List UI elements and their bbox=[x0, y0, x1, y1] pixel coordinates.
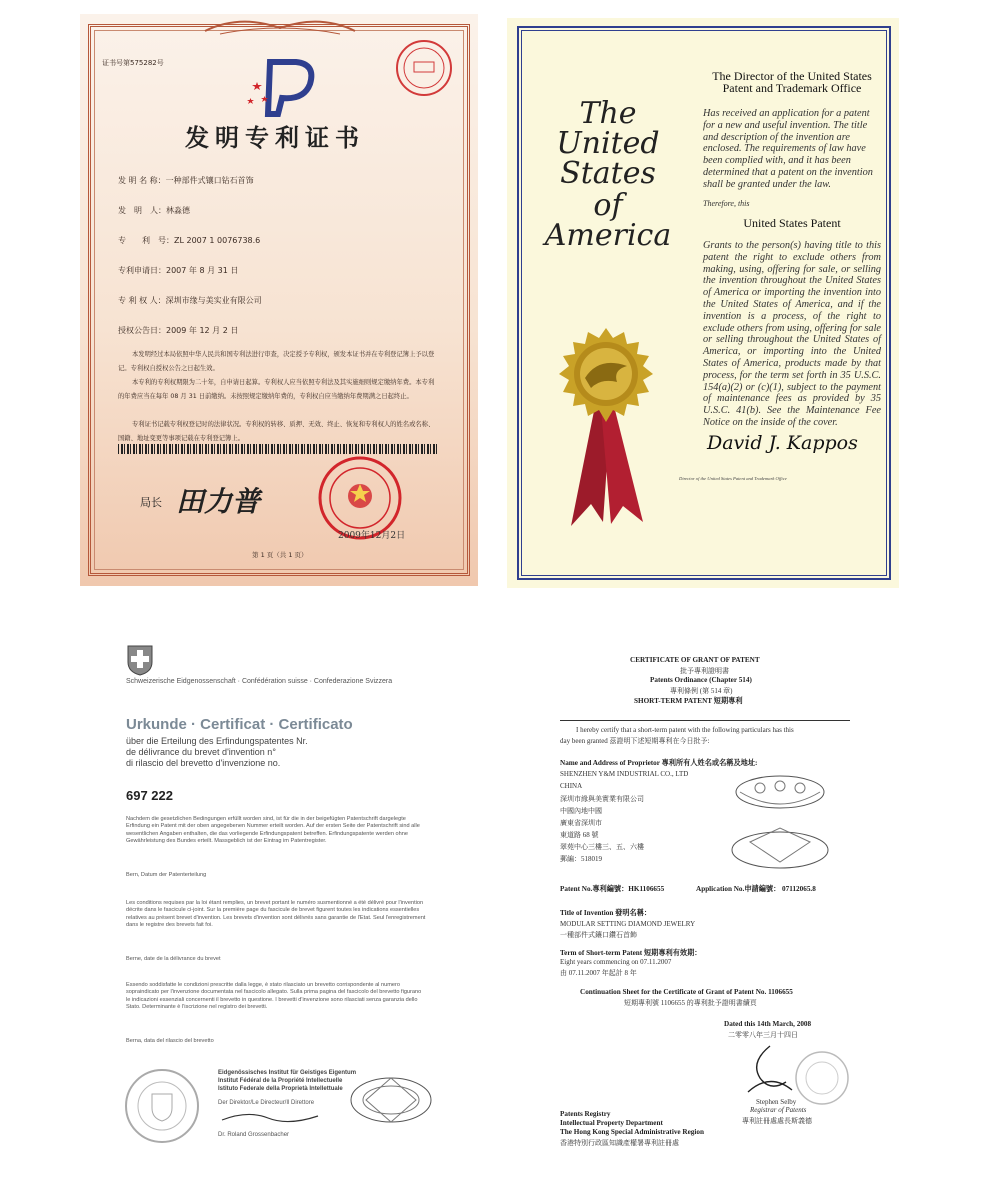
place-fr: Berne, date de la délivrance du brevet bbox=[126, 956, 221, 962]
header-line-1: The Director of the United States bbox=[712, 69, 872, 83]
term-label: Term of Short-term Patent 短期專利有效期： bbox=[560, 949, 702, 957]
invention-name: 发 明 名 称：一种部件式镶口钻石首饰 bbox=[118, 176, 254, 185]
us-patent-certificate bbox=[507, 18, 899, 588]
jewelry-drawing bbox=[346, 1070, 436, 1136]
body-paragraph-1: 本发明经过本局依照中华人民共和国专利法进行审查，决定授予专利权，颁发本证书并在专利登记簿上予以登记。专利权自授权公告之日起生效。 bbox=[118, 351, 435, 372]
hk-head-2: 批予專利證明書 bbox=[680, 667, 729, 675]
certificate-serial: 证书号第575282号 bbox=[102, 59, 164, 67]
institute-it: Istituto Federale della Proprietà Intellettuale bbox=[218, 1086, 343, 1092]
director-signature: David J. Kappos bbox=[707, 432, 858, 454]
hongkong-patent-certificate bbox=[552, 648, 862, 1158]
institute-fr: Institut Fédéral de la Propriété Intellectuelle bbox=[218, 1078, 343, 1084]
inventor: 发 明 人：林淼德 bbox=[118, 206, 190, 215]
continuation-zh: 短期專利號 1106655 的專利批予證明書續頁 bbox=[624, 999, 757, 1007]
filing-date: 专利申请日：2007 年 8 月 31 日 bbox=[118, 266, 239, 275]
grant-text: Grants to the person(s) having title to this patent the right to exclude others from making, using, offering for sale, or selling the invention throughout the United States of America or importing the invention into the United States of America, and if the invention is a process, of the right to exclude others from using, offering for sale or selling throughout the United States of America, or importing into the United States of America, products made by that process, for the term set forth in 35 U.S.C. 154(a)(2) or (c)(1), subject to the payment of maintenance fees as provided by 35 U.S.C. 41(b). See the Maintenance Fee Notice on the inside of the cover. bbox=[703, 240, 881, 428]
text-it: Essendo soddisfatte le condizioni prescritte dalla legge, è stato rilasciato un brevetto corrispondente al numero sopraindicato per l'invenzione documentata nel fascicolo allegato. Sulla prima pagina del fascicolo del brevetto figurano le indicazioni essenziali concernenti il brevetto in questione. I brevetti d'invenzione sono rilasciati senza garanzia dello Stato. Determinante è l'iscrizione nel registro dei brevetti. bbox=[126, 982, 422, 1011]
seal-date: 2009年12月2日 bbox=[338, 531, 406, 541]
registry-line-1: Patents Registry bbox=[560, 1110, 611, 1118]
registrar-title-zh: 專利註冊處處長斯義德 bbox=[742, 1117, 812, 1125]
application-number: Application No.申請編號： 07112065.8 bbox=[696, 885, 816, 893]
script-line-the: The bbox=[579, 96, 637, 131]
patent-number: Patent No.專利編號：HK1106655 bbox=[560, 885, 665, 893]
patent-number: 专 利 号：ZL 2007 1 0076738.6 bbox=[118, 236, 261, 245]
registry-line-3: The Hong Kong Special Administrative Region bbox=[560, 1128, 704, 1136]
text-fr: Les conditions requises par la loi étant remplies, un brevet portant le numéro susmentionné a été délivré pour l'invention décrite dans le fascicule ci-joint. Sur la première page du fascicule de brevet figurent toutes les indications essentielles relatives au présent brevet d'invention. Les brevets d'invention sont délivrés sans garantie de l'Etat. Seul l'enregistrement dans le registre des brevets fait foi. bbox=[126, 900, 426, 929]
director-header bbox=[703, 70, 881, 94]
subtitle-fr: de délivrance du brevet d'invention n° bbox=[126, 747, 276, 757]
dated-zh: 二零零八年三月十四日 bbox=[728, 1031, 798, 1039]
swiss-patent-certificate bbox=[106, 630, 486, 1160]
registry-line-4: 香港特別行政區知識產權署專利註冊處 bbox=[560, 1139, 679, 1147]
header-line-2: Patent and Trademark Office bbox=[722, 81, 862, 95]
certify-line-1: I hereby certify that a short-term patent with the following particulars has this bbox=[576, 726, 794, 734]
grant-date: 授权公告日：2009 年 12 月 2 日 bbox=[118, 326, 239, 335]
address-line-2: CHINA bbox=[560, 782, 583, 790]
invention-title-en: MODULAR SETTING DIAMOND JEWELRY bbox=[560, 920, 696, 928]
title-label: Title of Invention 發明名稱： bbox=[560, 909, 652, 917]
chinese-patent-certificate bbox=[80, 14, 478, 586]
therefore-text: Therefore, this bbox=[703, 199, 750, 208]
address-line-8: 郵編：518019 bbox=[560, 855, 602, 863]
institute-de: Eidgenössisches Institut für Geistiges Eigentum bbox=[218, 1070, 357, 1076]
ornament-top bbox=[200, 16, 360, 38]
address-line-6: 東道路 68 號 bbox=[560, 831, 599, 839]
script-line-of: of bbox=[593, 188, 623, 223]
page-indicator: 第 1 页（共 1 页） bbox=[252, 551, 308, 559]
body-paragraph-3: 专利证书记载专利权登记时的法律状况。专利权的转移、质押、无效、终止、恢复和专利权人的姓名或名称、国籍、地址变更等事项记载在专利登记簿上。 bbox=[118, 421, 435, 442]
director-label: 局长 bbox=[140, 496, 162, 509]
director-signature: 田力普 bbox=[176, 485, 261, 518]
barcode bbox=[118, 444, 438, 454]
director-label: Der Direktor/Le Directeur/Il Direttore bbox=[218, 1100, 315, 1106]
address-line-3: 深圳市緣與美實業有限公司 bbox=[560, 795, 644, 803]
hk-head-1: CERTIFICATE OF GRANT OF PATENT bbox=[630, 656, 760, 664]
hk-head-3: Patents Ordinance (Chapter 514) bbox=[650, 676, 752, 684]
subtitle-it: di rilascio del brevetto d'invenzione no. bbox=[126, 758, 281, 768]
director-name: Dr. Roland Grossenbacher bbox=[218, 1132, 290, 1138]
hk-head-5: SHORT-TERM PATENT 短期專利 bbox=[634, 697, 743, 705]
address-line-5: 廣東省深圳市 bbox=[560, 819, 602, 827]
gold-seal bbox=[551, 326, 661, 538]
certificate-title: Urkunde · Certificat · Certificato bbox=[126, 716, 353, 733]
certificate-title: 发明专利证书 bbox=[185, 123, 365, 152]
script-line-america: America bbox=[544, 218, 672, 253]
hk-head-4: 專利條例 (第 514 章) bbox=[670, 687, 733, 695]
proprietor-label: Name and Address of Proprietor 專利所有人姓名或名稱及地址: bbox=[560, 759, 758, 767]
address-line-7: 翠苑中心三樓三、五、六樓 bbox=[560, 843, 644, 851]
agency-stamp bbox=[394, 38, 454, 98]
term-line-2: 由 07.11.2007 年起計 8 年 bbox=[560, 969, 637, 977]
address-line-4: 中國內地中國 bbox=[560, 807, 602, 815]
signature-caption: Director of the United States Patent and Trademark Office bbox=[679, 476, 787, 481]
subtitle-de: über die Erteilung des Erfindungspatentes Nr. bbox=[126, 736, 308, 746]
script-line-united: United bbox=[556, 126, 660, 161]
registrar-title: Registrar of Patents bbox=[750, 1106, 807, 1114]
divider bbox=[560, 720, 850, 721]
registrar-signature-icon bbox=[740, 1042, 800, 1098]
patentee: 专 利 权 人：深圳市缘与美实业有限公司 bbox=[118, 296, 262, 305]
swiss-coat-of-arms-icon bbox=[126, 644, 154, 676]
intro-text: Has received an application for a patent for a new and useful invention. The title and description of the invention are enclosed. The requirements of law have been complied with, and it has been determined that a patent on the invention shall be granted under the law. bbox=[703, 108, 873, 190]
director-signature-icon bbox=[218, 1108, 328, 1128]
term-line-1: Eight years commencing on 07.11.2007 bbox=[560, 958, 672, 966]
invention-title-zh: 一種部件式鑲口鑽石首飾 bbox=[560, 931, 637, 939]
us-patent-title: United States Patent bbox=[743, 216, 841, 230]
hk-seal bbox=[792, 1048, 852, 1108]
confederation-line: Schweizerische Eidgenossenschaft · Confédération suisse · Confederazione Svizzera bbox=[126, 678, 393, 685]
certify-line-2: day been granted 茲證明下述短期專利在今日批予: bbox=[560, 737, 710, 745]
continuation-en: Continuation Sheet for the Certificate of Grant of Patent No. 1106655 bbox=[580, 988, 793, 996]
text-de: Nachdem die gesetzlichen Bedingungen erfüllt worden sind, ist für die in der beigefügten Patentschrift dargelegte Erfindung ein Patent mit der oben angegebenen Nummer erteilt worden. Auf der ersten Seite der Patentschrift sind alle wesentlichen Angaben enthalten, die das vorliegende Erfindungspatent betreffen. Erfindungspatente werden ohne Gewährleistung des Bundes erteilt. Massgeblich ist der Eintrag im Patentregister. bbox=[126, 816, 420, 845]
dated-en: Dated this 14th March, 2008 bbox=[724, 1020, 812, 1028]
registry-line-2: Intellectual Property Department bbox=[560, 1119, 663, 1127]
jewelry-drawing bbox=[720, 766, 844, 878]
place-it: Berna, data del rilascio del brevetto bbox=[126, 1038, 214, 1044]
body-paragraph-2: 本专利的专利权期限为二十年，自申请日起算。专利权人应当依照专利法及其实施细则规定缴纳年费。本专利的年费应当在每年 08 月 31 日前缴纳。未按照规定缴纳年费的，专利权自应当缴纳年费期满之日起终止。 bbox=[118, 379, 435, 400]
patent-number: 697 222 bbox=[126, 788, 173, 803]
script-line-states: States bbox=[560, 156, 656, 191]
address-line-1: SHENZHEN Y&M INDUSTRIAL CO., LTD bbox=[560, 770, 689, 778]
institute-seal bbox=[122, 1066, 202, 1146]
sipo-logo bbox=[240, 54, 320, 118]
place-de: Bern, Datum der Patenterteilung bbox=[126, 872, 207, 878]
registrar-name: Stephen Selby bbox=[756, 1098, 797, 1106]
